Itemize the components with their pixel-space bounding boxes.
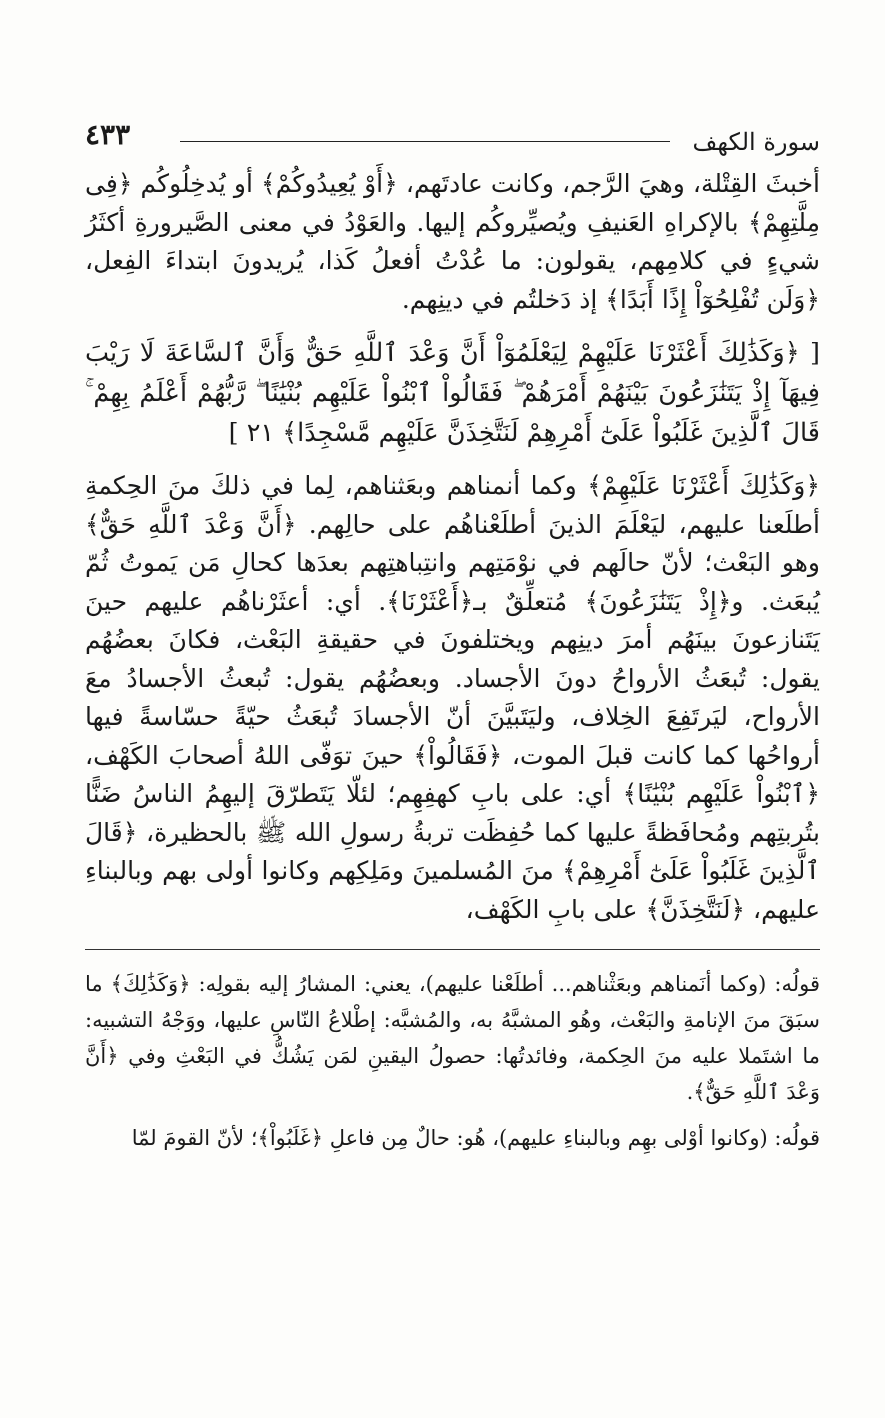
footnote-2: قولُه: (وكانوا أوْلى بهِم وبالبناءِ عليهم)، هُو: حالٌ مِن فاعلِ ﴿غَلَبُواْ﴾؛ لأنّ القومَ لمّا (131, 1126, 820, 1150)
page-header (85, 105, 820, 157)
intro-text: أخبثَ القِتْلة، وهيَ الرَّجم، وكانت عادتَهم، ﴿أَوْ يُعِيدُوكُمْ﴾ أو يُدخِلُوكُم ﴿فِى مِلَّتِهِمْ﴾ بالإكراهِ العَنيفِ ويُصيِّروكُم إليها. والعَوْدُ في معنى الصَّيرورةِ أكثَرُ شيءٍ في كلامِهم، يقولون: ما عُدْتُ أفعلُ كَذا، يُريدونَ ابتداءَ الفِعل، ﴿وَلَن تُفْلِحُوٓاْ إِذًا أَبَدًا﴾ إذ دَخلتُم في دينِهم. (85, 169, 820, 314)
footnotes (85, 966, 820, 1156)
quran-verse (85, 333, 820, 453)
book-page (85, 105, 820, 1405)
verse-text: [ ﴿وَكَذَٰلِكَ أَعْثَرْنَا عَلَيْهِمْ لِيَعْلَمُوٓاْ أَنَّ وَعْدَ ٱللَّهِ حَقٌّ وَأَنَّ ٱلسَّاعَةَ لَا رَيْبَ فِيهَآ إِذْ يَتَنَٰزَعُونَ بَيْنَهُمْ أَمْرَهُمْ ۖ فَقَالُواْ ٱبْنُواْ عَلَيْهِم بُنْيَٰنًا ۖ رَّبُّهُمْ أَعْلَمُ بِهِمْ ۚ قَالَ ٱلَّذِينَ غَلَبُواْ عَلَىٰٓ أَمْرِهِمْ لَنَتَّخِذَنَّ عَلَيْهِم مَّسْجِدًا﴾ ٢١ ] (85, 338, 820, 448)
surah-title: سورة الكهف (692, 128, 820, 156)
header-rule (180, 141, 670, 142)
commentary-text: ﴿وَكَذَٰلِكَ أَعْثَرْنَا عَلَيْهِمْ﴾ وكما أنمناهم وبعَثناهم، لِما في ذلكَ منَ الحِكمةِ أطلَعنا عليهم، ليَعْلَمَ الذينَ أطلَعْناهُم على حالِهم. ﴿أَنَّ وَعْدَ ٱللَّهِ حَقٌّ﴾ وهو البَعْث؛ لأنّ حالَهم في نوْمَتِهم وانتِباهتِهم بعدَها كحالِ مَن يَموتُ ثُمّ يُبعَث. و﴿إِذْ يَتَنَٰزَعُونَ﴾ مُتعلِّقٌ بـ﴿أَعْثَرْنَا﴾. أي: أعثَرْناهُم عليهم حينَ يَتَنازعونَ بينَهُم أمرَ دينِهم ويختلفونَ في حقيقةِ البَعْث، فكانَ بعضُهُم يقول: تُبعَثُ الأرواحُ دونَ الأجساد. وبعضُهُم يقول: تُبعثُ الأجسادُ معَ الأرواح، ليَرتَفِعَ الخِلاف، وليَتَبيَّنَ أنّ الأجسادَ تُبعَثُ حيّةً حسّاسةً فيها أرواحُها كما كانت قبلَ الموت، ﴿فَقَالُواْ﴾ حينَ توَفّى اللهُ أصحابَ الكَهْف، ﴿ٱبْنُواْ عَلَيْهِم بُنْيَٰنًا﴾ أي: على بابِ كهفِهِم؛ لئلّا يَتَطرّقَ إليهِمُ الناسُ ضَنًّا بتُربتِهم ومُحافَظةً عليها كما حُفِظَت تربةُ رسولِ الله ﷺ بالحظيرة، ﴿قَالَ ٱلَّذِينَ غَلَبُواْ عَلَىٰٓ أَمْرِهِمْ﴾ منَ المُسلمينَ ومَلِكِهم وكانوا أولى بهم وبالبناءِ عليهم، ﴿لَنَتَّخِذَنَّ﴾ على بابِ الكَهْف، (85, 471, 820, 924)
commentary-paragraph (85, 467, 820, 929)
footnote-divider (85, 949, 820, 950)
footnote-1: قولُه: (وكما أنَمناهم وبعَثْناهم... أطلَعْنا عليهم)، يعني: المشارُ إليه بقولِه: ﴿وَكَذَٰلِكَ﴾ ما سبَقَ منَ الإنامةِ والبَعْث، وهُو المشبَّهُ به، والمُشبَّه: إطْلاعُ النّاسِ عليها، ووَجْهُ التشبيه: ما اشتَملا عليه منَ الحِكمة، وفائدتُها: حصولُ اليقينِ لمَن يَشُكُّ في البَعْثِ وفي ﴿أَنَّ وَعْدَ ٱللَّهِ حَقٌّ﴾. (85, 972, 820, 1104)
page-number: ٤٣٣ (85, 118, 131, 151)
intro-paragraph (85, 165, 820, 319)
